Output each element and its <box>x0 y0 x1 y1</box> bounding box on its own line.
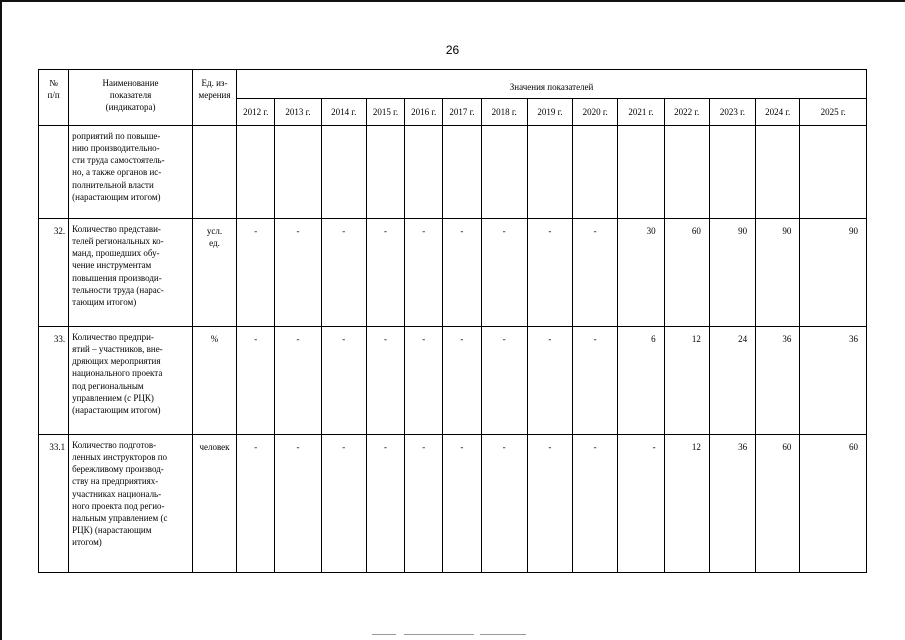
indicator-value: - <box>366 435 404 573</box>
text-line: участниках националь- <box>72 488 162 499</box>
text-line: п/п <box>47 90 60 101</box>
indicator-value <box>756 126 800 219</box>
scan-edge-left <box>0 0 2 640</box>
text-line: полнительной власти <box>72 179 154 190</box>
header-year: 2012 г. <box>237 99 275 126</box>
indicator-value: - <box>237 435 275 573</box>
text-line: усл. <box>206 226 223 236</box>
indicator-value: - <box>481 219 527 327</box>
text-line: национального проекта <box>72 368 163 379</box>
indicator-value: - <box>573 219 618 327</box>
indicator-value: - <box>275 219 321 327</box>
row-number: 32. <box>39 219 69 327</box>
indicator-value: 12 <box>664 327 709 435</box>
text-line: под региональным <box>72 380 144 391</box>
unit-of-measure <box>192 219 236 327</box>
indicator-value: - <box>405 435 443 573</box>
header-year: 2014 г. <box>321 99 366 126</box>
indicator-name <box>69 126 193 219</box>
text-line: (нарастающим итогом) <box>72 191 161 202</box>
table-row <box>39 435 867 573</box>
indicator-value: - <box>527 327 572 435</box>
header-year: 2019 г. <box>527 99 572 126</box>
text-line: нию производительно- <box>72 143 160 154</box>
indicator-value: - <box>405 327 443 435</box>
text-line: Количество представи- <box>72 224 161 234</box>
text-line: ятий – участников, вне- <box>72 344 163 355</box>
indicator-value: 90 <box>800 219 867 327</box>
indicator-value <box>573 126 618 219</box>
indicator-name <box>69 327 193 435</box>
indicator-value: - <box>237 219 275 327</box>
text-line: ед. <box>209 238 220 249</box>
indicator-value: - <box>527 219 572 327</box>
indicator-value <box>527 126 572 219</box>
scan-artifact-bottom <box>0 634 905 635</box>
indicator-value: - <box>527 435 572 573</box>
header-name <box>69 70 193 126</box>
indicator-value: - <box>481 327 527 435</box>
indicator-value <box>709 126 755 219</box>
indicator-value: 36 <box>756 327 800 435</box>
indicator-value: 60 <box>756 435 800 573</box>
indicator-value: - <box>275 327 321 435</box>
table-row <box>39 126 867 219</box>
indicator-value: 24 <box>709 327 755 435</box>
indicator-value: 90 <box>756 219 800 327</box>
text-line: показателя <box>109 90 152 101</box>
row-number: 33.1 <box>39 435 69 573</box>
page-number: 26 <box>445 43 460 57</box>
text-line: Количество подготов- <box>72 440 157 450</box>
indicator-value: - <box>405 219 443 327</box>
indicator-value <box>275 126 321 219</box>
indicator-value: - <box>321 327 366 435</box>
header-year: 2016 г. <box>405 99 443 126</box>
row-number: 33. <box>39 327 69 435</box>
indicator-value: - <box>366 327 404 435</box>
header-num <box>39 70 69 126</box>
indicator-value: - <box>443 435 481 573</box>
text-line: РЦК) (нарастающим <box>72 524 152 535</box>
text-line: Наименование <box>102 78 159 88</box>
indicator-value: 90 <box>709 219 755 327</box>
indicator-value: 30 <box>618 219 664 327</box>
text-line: Количество предпри- <box>72 332 154 342</box>
text-line: телей региональных ко- <box>72 236 164 247</box>
header-row-top <box>39 70 867 99</box>
indicator-value: - <box>573 435 618 573</box>
indicator-value <box>443 126 481 219</box>
indicator-value: - <box>443 327 481 435</box>
text-line: ного проекта под регио- <box>72 500 165 511</box>
unit-of-measure <box>192 126 236 219</box>
table-row <box>39 327 867 435</box>
indicator-value: 36 <box>709 435 755 573</box>
text-line: (индикатора) <box>105 102 156 113</box>
text-line: мерения <box>198 90 231 101</box>
indicator-value: - <box>618 435 664 573</box>
indicator-value: 36 <box>800 327 867 435</box>
indicator-value: 12 <box>664 435 709 573</box>
indicator-value: - <box>481 435 527 573</box>
unit-of-measure <box>192 435 236 573</box>
indicator-value <box>481 126 527 219</box>
indicator-value <box>405 126 443 219</box>
text-line: № <box>49 78 58 88</box>
indicator-value <box>618 126 664 219</box>
indicators-table <box>38 69 867 573</box>
table-body <box>39 126 867 573</box>
text-line: тельности труда (нарас- <box>72 284 164 295</box>
indicator-value: - <box>237 327 275 435</box>
header-year: 2017 г. <box>443 99 481 126</box>
header-year: 2015 г. <box>366 99 404 126</box>
text-line: тающим итогом) <box>72 296 137 307</box>
text-line: дряющих мероприятия <box>72 356 161 367</box>
header-year: 2021 г. <box>618 99 664 126</box>
text-line: манд, прошедших обу- <box>72 248 160 259</box>
text-line: нальным управлением (с <box>72 512 168 523</box>
table-row <box>39 219 867 327</box>
indicator-name <box>69 219 193 327</box>
indicator-value <box>800 126 867 219</box>
indicator-value <box>664 126 709 219</box>
text-line: роприятий по повыше- <box>72 131 161 141</box>
indicator-value: - <box>275 435 321 573</box>
indicator-value: - <box>573 327 618 435</box>
scan-edge-top <box>0 0 905 2</box>
header-year: 2020 г. <box>573 99 618 126</box>
header-year: 2018 г. <box>481 99 527 126</box>
text-line: человек <box>199 442 230 452</box>
text-line: ству на предприятиях- <box>72 476 159 487</box>
indicator-value: 60 <box>800 435 867 573</box>
row-number <box>39 126 69 219</box>
indicator-value: - <box>321 219 366 327</box>
text-line: но, а также органов ис- <box>72 167 162 178</box>
indicator-value: 6 <box>618 327 664 435</box>
text-line: чение инструментам <box>72 260 152 271</box>
indicator-value: - <box>443 219 481 327</box>
indicator-value <box>321 126 366 219</box>
header-year: 2025 г. <box>800 99 867 126</box>
text-line: (нарастающим итогом) <box>72 404 161 415</box>
indicator-name <box>69 435 193 573</box>
text-line: сти труда самостоятель- <box>72 155 165 166</box>
header-unit <box>192 70 236 126</box>
text-line: % <box>210 334 219 344</box>
header-year: 2023 г. <box>709 99 755 126</box>
text-line: ленных инструкторов по <box>72 452 168 463</box>
indicator-value: 60 <box>664 219 709 327</box>
indicator-value <box>237 126 275 219</box>
text-line: повышения производи- <box>72 272 162 283</box>
indicator-value: - <box>366 219 404 327</box>
indicator-value: - <box>321 435 366 573</box>
header-year: 2022 г. <box>664 99 709 126</box>
indicator-value <box>366 126 404 219</box>
header-values-title: Значения показателей <box>237 70 867 99</box>
header-year: 2024 г. <box>756 99 800 126</box>
header-year: 2013 г. <box>275 99 321 126</box>
unit-of-measure <box>192 327 236 435</box>
text-line: управлением (с РЦК) <box>72 392 154 403</box>
text-line: бережливому производ- <box>72 464 164 475</box>
text-line: Ед. из- <box>201 78 228 88</box>
text-line: итогом) <box>72 537 102 548</box>
